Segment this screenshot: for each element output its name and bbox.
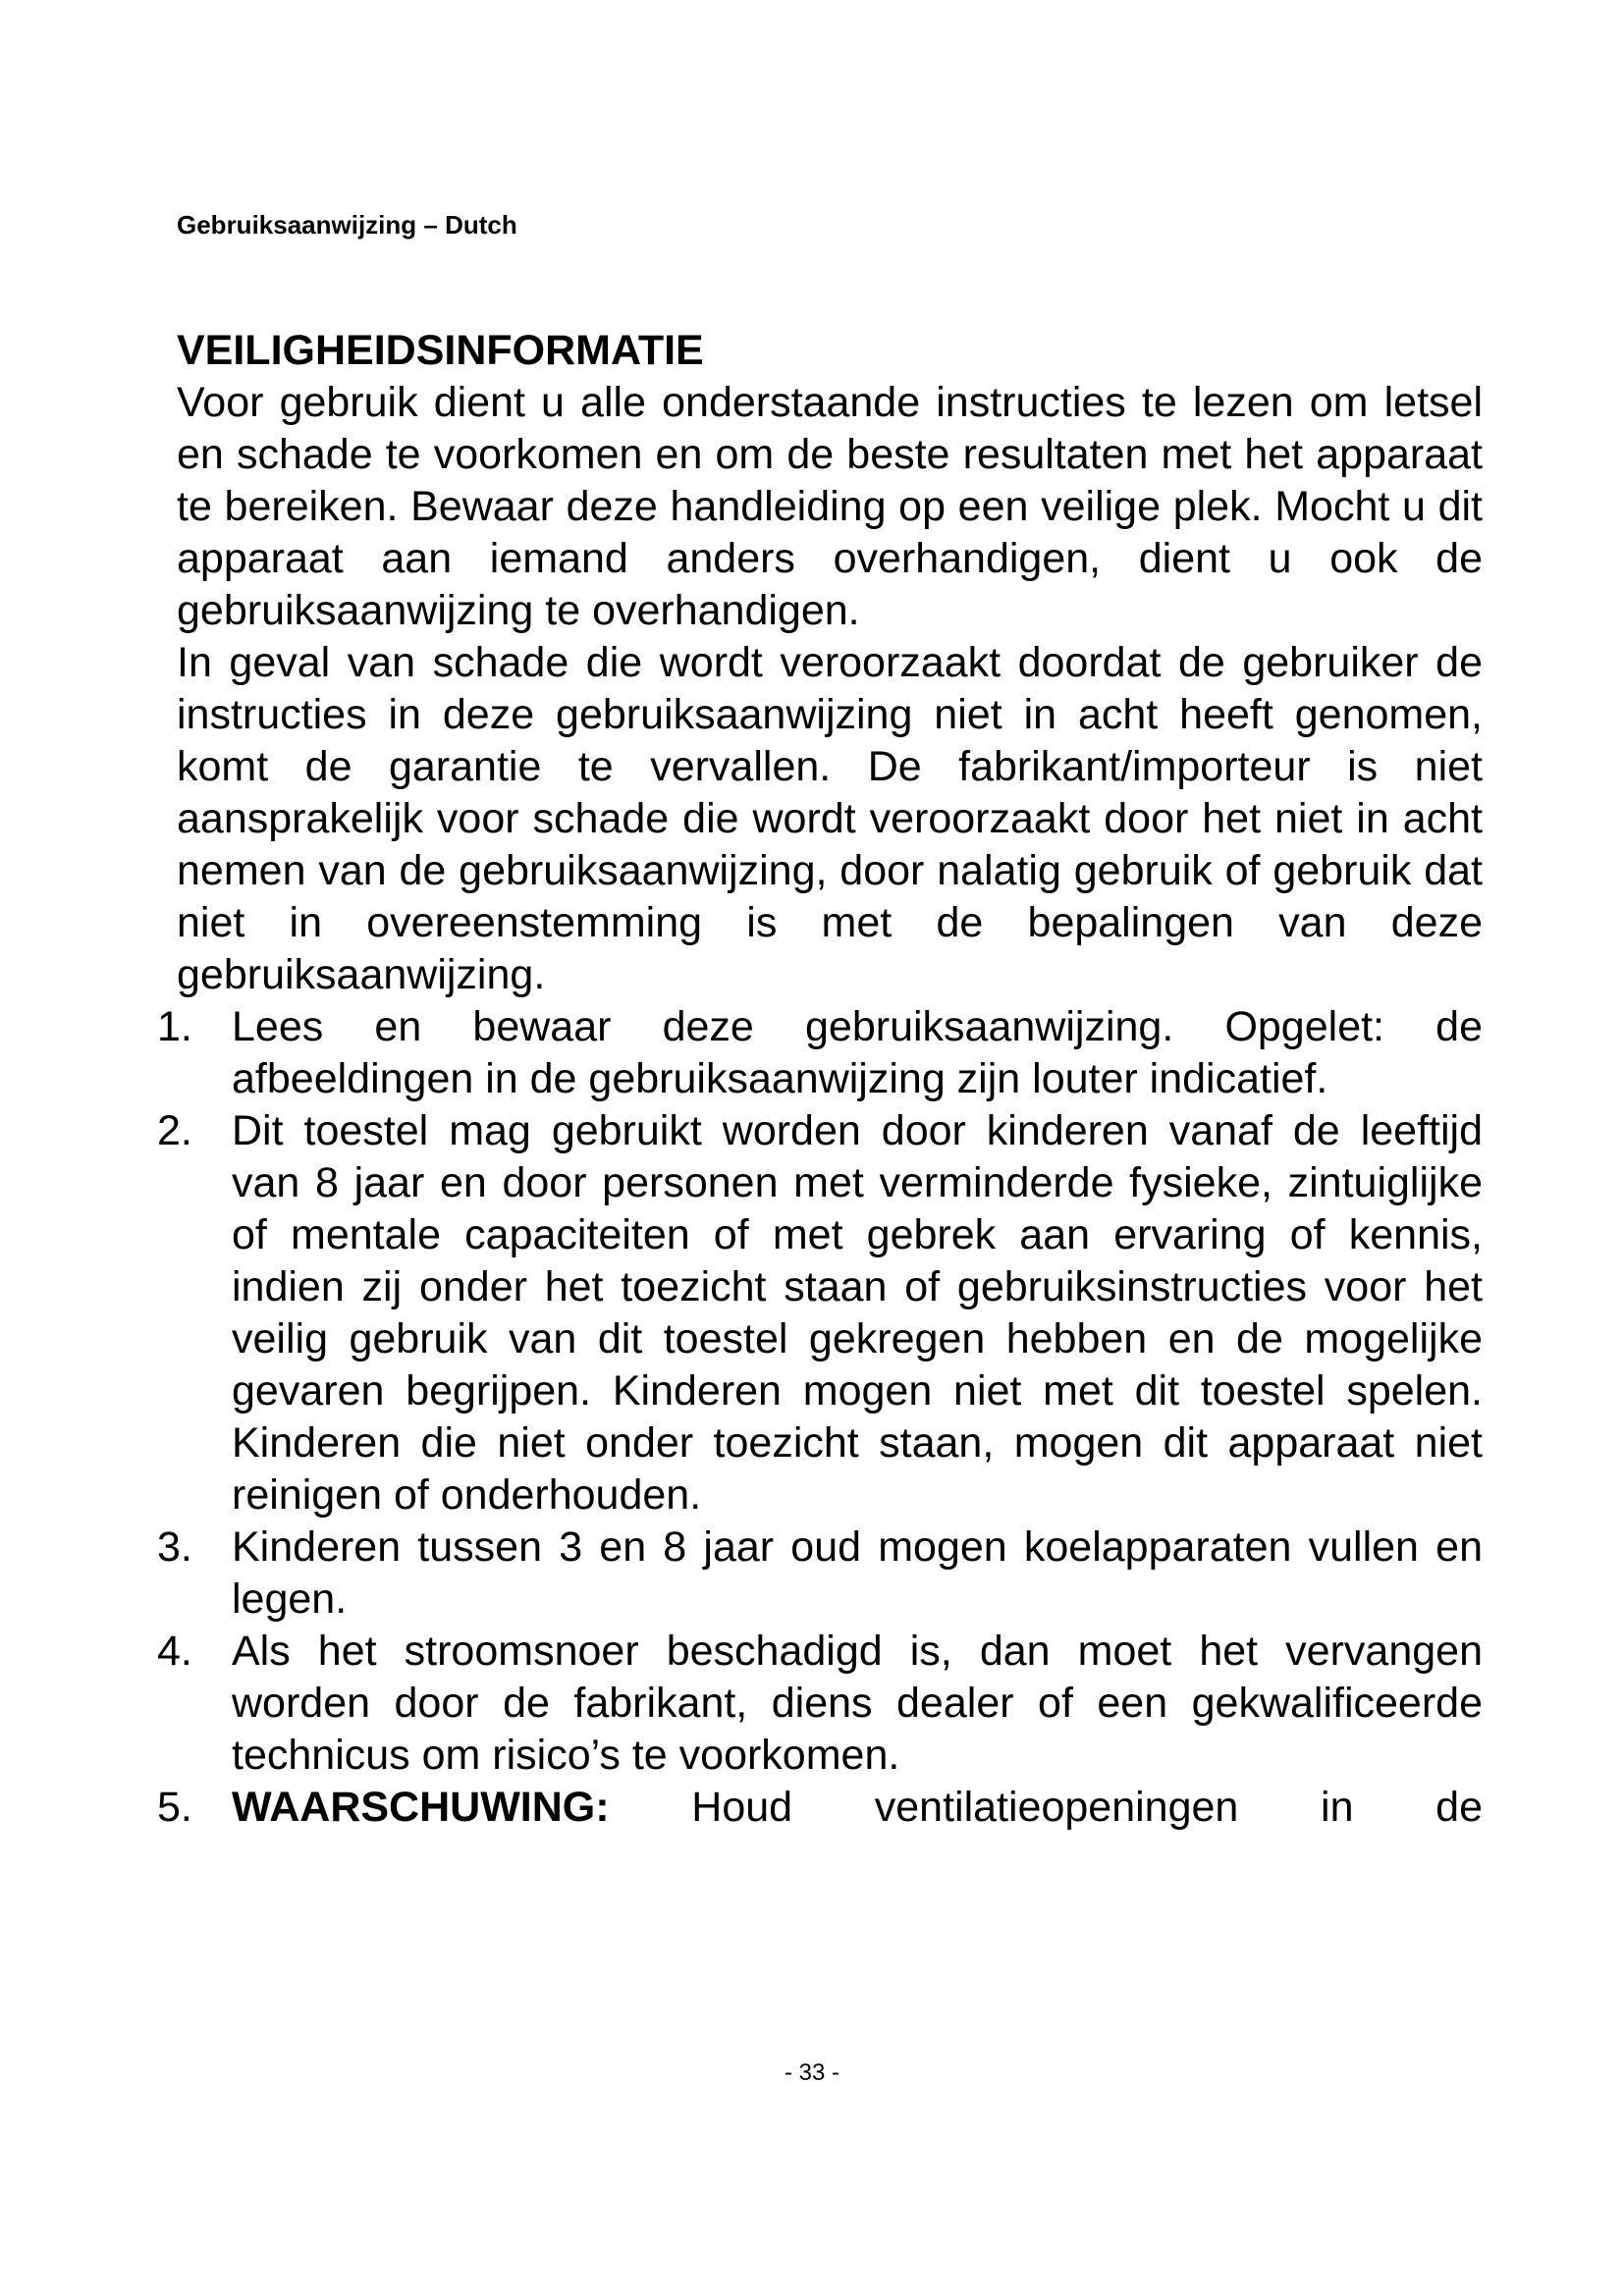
list-item-text: Dit toestel mag gebruikt worden door kinderen vanaf de leeftijd van 8 jaar en door personen met verminderde fysieke, zintuiglijke of mentale capaciteiten of met gebrek aan ervaring of kennis, indien zij onder het toezicht staan of gebruiksinstructies voor het veilig gebruik van dit toestel gekregen hebben en de mogelijke gevaren begrijpen. Kinderen mogen niet met dit toestel spelen. Kinderen die niet onder toezicht staan, mogen dit apparaat niet reinigen of onderhouden.: [232, 1107, 1483, 1519]
liability-paragraph: In geval van schade die wordt veroorzaakt doordat de gebruiker de instructies in deze gebruiksaanwijzing niet in acht heeft genomen, komt de garantie te vervallen. De fabrikant/importeur is niet aansprakelijk voor schade die wordt veroorzaakt door het niet in acht nemen van de gebruiksaanwijzing, door nalatig gebruik of gebruik dat niet in overeenstemming is met de bepalingen van deze gebruiksaanwijzing.: [177, 639, 1483, 998]
list-item-text: Als het stroomsnoer beschadigd is, dan moet het vervangen worden door de fabrikant, diens dealer of een gekwalificeerde technicus om risico’s te voorkomen.: [232, 1628, 1483, 1779]
running-header: Gebruiksaanwijzing – Dutch: [177, 210, 517, 240]
safety-instructions-list: [157, 1001, 1483, 1834]
list-item-warning: [157, 1782, 1483, 1834]
list-item-number: 5.: [157, 1784, 192, 1831]
list-item-number: 4.: [157, 1628, 192, 1675]
list-item-number: 2.: [157, 1107, 192, 1154]
list-item: [157, 1522, 1483, 1626]
list-item: [157, 1001, 1483, 1105]
intro-paragraph: Voor gebruik dient u alle onderstaande instructies te lezen om letsel en schade te voorkomen en om de beste resultaten met het apparaat te bereiken. Bewaar deze handleiding op een veilige plek. Mocht u dit apparaat aan iemand anders overhandigen, dient u ook de gebruiksaanwijzing te overhandigen.: [177, 379, 1483, 634]
section-title: VEILIGHEIDSINFORMATIE: [177, 327, 704, 374]
list-item: [157, 1626, 1483, 1782]
page-number: - 33 -: [784, 2059, 839, 2086]
list-item-text: Kinderen tussen 3 en 8 jaar oud mogen koelapparaten vullen en legen.: [232, 1523, 1483, 1623]
warning-label: WAARSCHUWING:: [232, 1784, 610, 1831]
document-body: [157, 324, 1483, 1834]
list-item-number: 3.: [157, 1523, 192, 1571]
list-item-number: 1.: [157, 1003, 192, 1050]
list-item-text: Lees en bewaar deze gebruiksaanwijzing. Opgelet: de afbeeldingen in de gebruiksaanwijzing zijn louter indicatief.: [232, 1003, 1483, 1102]
list-item: [157, 1105, 1483, 1522]
list-item-text: Houd ventilatieopeningen in de: [691, 1784, 1483, 1831]
